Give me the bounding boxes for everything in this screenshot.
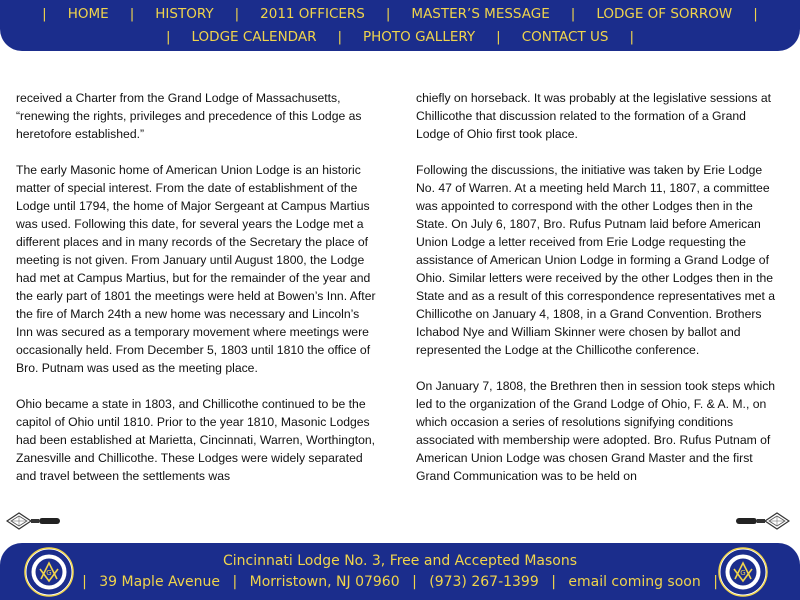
nav-masters-message-link[interactable]: MASTER’S MESSAGE <box>411 6 550 22</box>
history-paragraph: On January 7, 1808, the Brethren then in session took steps which led to the organization of the Grand Lodge of Ohio, F. & A. M., on which occasion a series of resolutions signifying conditions associated with membership were adopted. Bro. Rufus Putnam of American Union Lodge was chosen Grand Master and the first Grand Communication was to be held on <box>416 379 776 483</box>
trowel-previous-page-icon[interactable] <box>6 510 62 532</box>
nav-separator: | <box>337 29 343 45</box>
site-footer <box>0 543 800 600</box>
nav-contact-us-link[interactable]: CONTACT US <box>521 29 609 45</box>
footer-contact-line <box>0 574 800 590</box>
footer-phone: (973) 267-1399 <box>429 574 539 590</box>
svg-text:G: G <box>46 569 52 577</box>
nav-row-2 <box>0 26 800 49</box>
footer-separator: | <box>82 574 87 590</box>
nav-separator: | <box>496 29 501 45</box>
history-paragraph: The early Masonic home of American Union Lodge is an historic matter of special interest. From the date of establishment of the Lodge until 1794, the home of Major Sergeant at Campus Martius was used. Following this date, for several years the Lodge met a different places and in many records of the Secretary the place of meeting is not given. From January until August 1800, the Lodge had met at Campus Martius, but for the remainder of the year and the early part of 1801 the meetings were held at Bowen’s Inn. After the fire of March 24th a new home was necessary and Lincoln’s Inn was secured as a temporary movement where meetings were occasionally held. From December 5, 1803 until 1810 the office of Bro. Putnam was used as the meeting place. <box>16 163 376 375</box>
footer-city: Morristown, NJ 07960 <box>249 574 400 590</box>
nav-separator: | <box>753 6 758 22</box>
nav-separator: | <box>165 29 171 45</box>
nav-lodge-calendar-link[interactable]: LODGE CALENDAR <box>191 29 317 45</box>
history-paragraph: chiefly on horseback. It was probably at the legislative sessions at Chillicothe that discussion related to the formation of a Grand Lodge of Ohio first took place. <box>416 91 771 141</box>
lodge-seal-icon <box>718 547 768 597</box>
history-paragraph: Ohio became a state in 1803, and Chillicothe continued to be the capitol of Ohio until 1810. Prior to the year 1810, Masonic Lodges had been established at Marietta, Cincinnati, Warren, Worthington, Zanesville and Chillicothe. These Lodges were widely separated and travel between the settlements was <box>16 397 376 483</box>
nav-photo-gallery-link[interactable]: PHOTO GALLERY <box>363 29 476 45</box>
footer-address: 39 Maple Avenue <box>99 574 221 590</box>
nav-lodge-of-sorrow-link[interactable]: LODGE OF SORROW <box>596 6 733 22</box>
footer-email[interactable]: email coming soon <box>568 574 701 590</box>
nav-separator: | <box>234 6 240 22</box>
history-paragraph: Following the discussions, the initiative was taken by Erie Lodge No. 47 of Warren. At a meeting held March 11, 1807, a committee was appointed to correspond with the other Lodges then in the State. On July 6, 1807, Bro. Rufus Putnam laid before American Union Lodge a letter received from Erie Lodge requesting the assistance of American Union Lodge in forming a Grand Lodge of Ohio. Similar letters were received by the other Lodges then in the State and as a result of this correspondence representatives met a Chillicothe on January 4, 1808, in a Grand Convention. Brothers Ichabod Nye and William Skinner were chosen by ballot and represented the Lodge at the Chillicothe conference. <box>416 163 776 357</box>
svg-text:G: G <box>740 569 746 577</box>
nav-separator: | <box>385 6 391 22</box>
history-text-right-column <box>416 89 778 503</box>
history-text-left-column <box>16 89 378 503</box>
footer-separator: | <box>551 574 556 590</box>
nav-separator: | <box>129 6 135 22</box>
footer-lodge-name: Cincinnati Lodge No. 3, Free and Accepted Masons <box>222 553 578 569</box>
nav-separator: | <box>570 6 576 22</box>
nav-separator: | <box>629 29 635 45</box>
footer-separator: | <box>713 574 718 590</box>
trowel-next-page-icon[interactable] <box>734 510 790 532</box>
footer-separator: | <box>232 574 238 590</box>
nav-officers-link[interactable]: 2011 OFFICERS <box>260 6 365 22</box>
nav-home-link[interactable]: HOME <box>67 6 109 22</box>
nav-history-link[interactable]: HISTORY <box>155 6 214 22</box>
footer-separator: | <box>412 574 417 590</box>
history-paragraph: received a Charter from the Grand Lodge of Massachusetts, “renewing the rights, privileges and precedence of this Lodge as heretofore established.” <box>16 91 362 141</box>
top-navigation <box>0 0 800 51</box>
nav-row-1 <box>0 0 800 26</box>
nav-separator: | <box>42 6 47 22</box>
